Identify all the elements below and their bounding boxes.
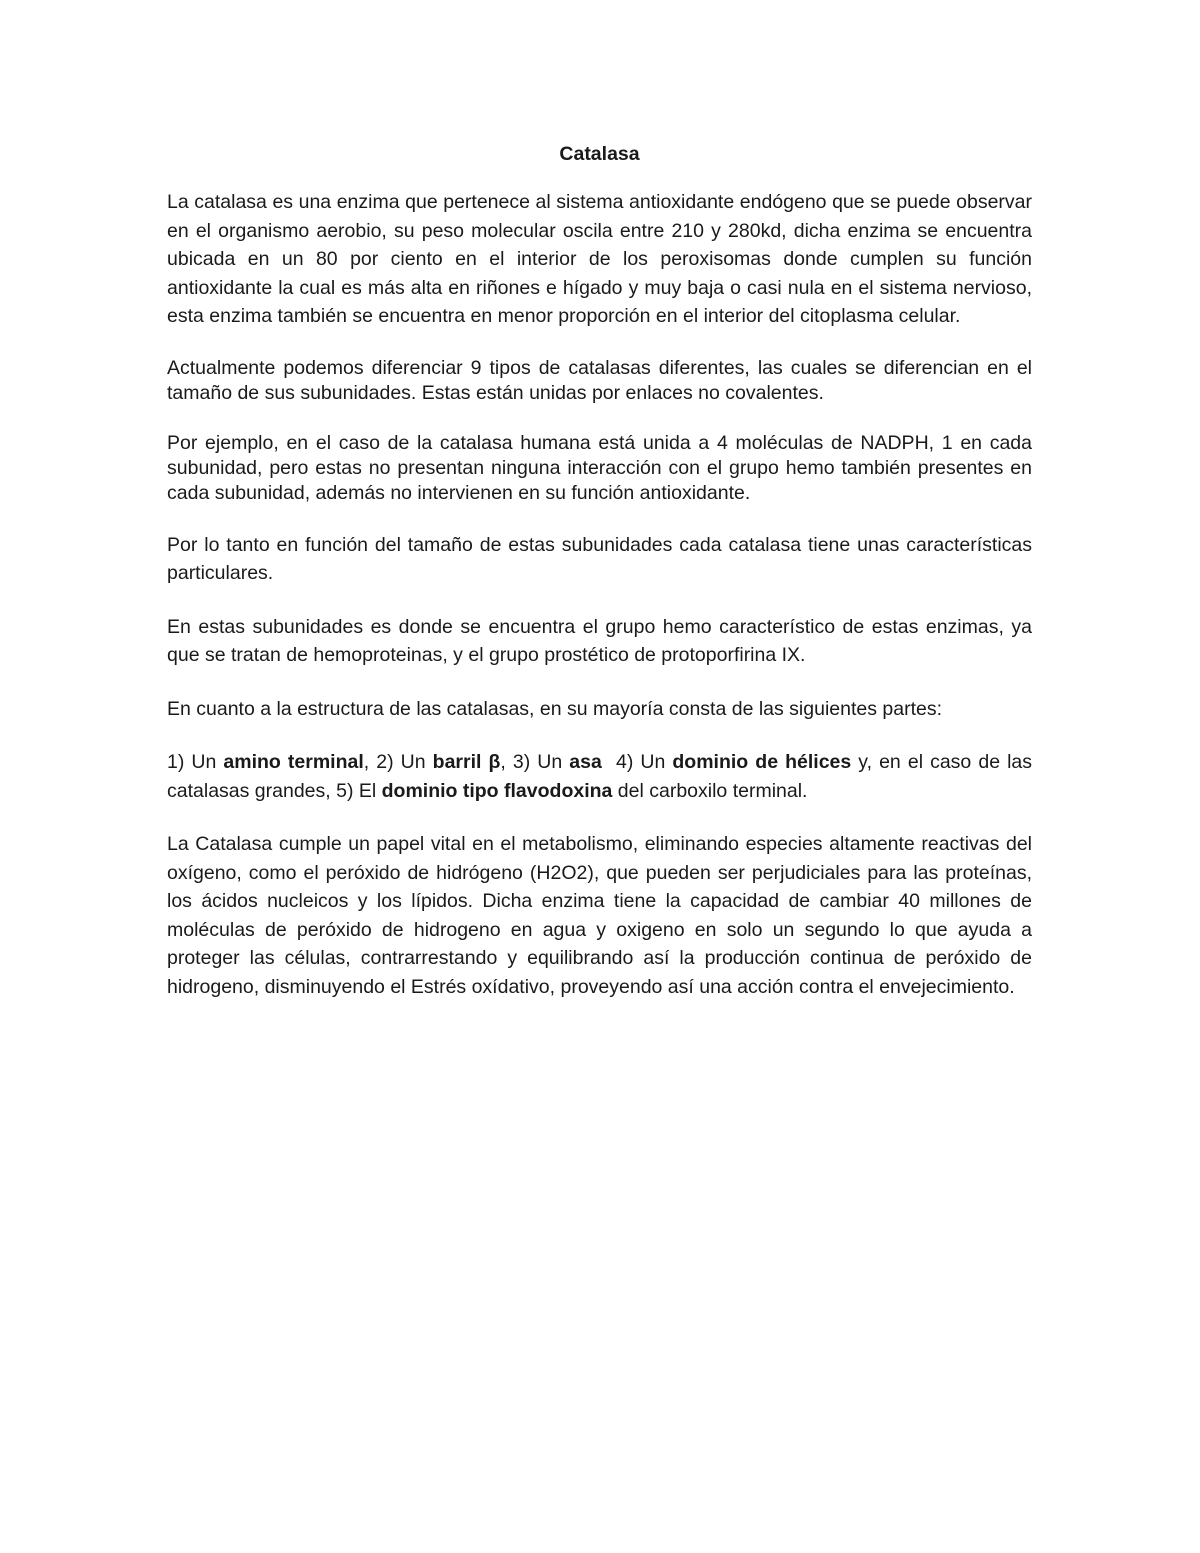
parts-text-1: 1) Un [167,751,224,773]
part-dominio-flavodoxina: dominio tipo flavodoxina [381,779,613,802]
parts-text-5: y, en el caso de las catalasas grandes, 5) El [167,751,1033,802]
document-body [167,140,1032,1026]
part-dominio-helices: dominio de hélices [672,751,852,773]
paragraph-subunits: Por lo tanto en función del tamaño de estas subunidades cada catalasa tiene unas características particulares. [167,533,1032,584]
paragraph-intro: La catalasa es una enzima que pertenece al sistema antioxidante endógeno que se puede observar en el organismo aerobio, su peso molecular oscila entre 210 y 280kd, dicha enzima se encuentra ubicada en un 80 por ciento en el interior de los peroxisomas donde cumplen su función antioxidante la cual es más alta en riñones e hígado y muy baja o casi nula en el sistema nervioso, esta enzima también se encuentra en menor proporción en el interior del citoplasma celular. [167,191,1032,327]
part-amino-terminal: amino terminal [223,751,364,773]
parts-text-4: 4) Un [601,751,673,773]
parts-text-2: , 2) Un [363,751,433,773]
paragraph-example: Por ejemplo, en el caso de la catalasa humana está unida a 4 moléculas de NADPH, 1 en cada subunidad, pero estas no presentan ninguna interacción con el grupo hemo también presentes en cada subunidad, además no intervienen en su función antioxidante. [167,431,1032,504]
paragraph-types: Actualmente podemos diferenciar 9 tipos de catalasas diferentes, las cuales se diferencian en el tamaño de sus subunidades. Estas están unidas por enlaces no covalentes. [167,356,1032,404]
part-asa: asa [569,751,602,773]
parts-text-6: del carboxilo terminal. [612,779,808,802]
paragraph-closing: La Catalasa cumple un papel vital en el metabolismo, eliminando especies altamente reactivas del oxígeno, como el peróxido de hidrógeno (H2O2), que pueden ser perjudiciales para las proteínas, los ácidos nucleicos y los lípidos. Dicha enzima tiene la capacidad de cambiar 40 millones de moléculas de peróxido de hidrogeno en agua y oxigeno en solo un segundo lo que ayuda a proteger las células, contrarrestando y equilibrando así la producción continua de peróxido de hidrogeno, disminuyendo el Estrés oxídativo, proveyendo así una acción contra el envejecimiento. [167,833,1032,998]
parts-text-3: , 3) Un [500,751,570,773]
part-barril-beta: barril β [432,751,501,773]
paragraph-parts-list [167,748,1032,805]
paragraph-structure: En cuanto a la estructura de las catalasas, en su mayoría consta de las siguientes partes: [167,697,943,720]
document-title: Catalasa [559,143,640,165]
paragraph-hemo: En estas subunidades es donde se encuentra el grupo hemo característico de estas enzimas, ya que se tratan de hemoproteinas, y el grupo prostético de protoporfirina IX. [167,615,1032,666]
